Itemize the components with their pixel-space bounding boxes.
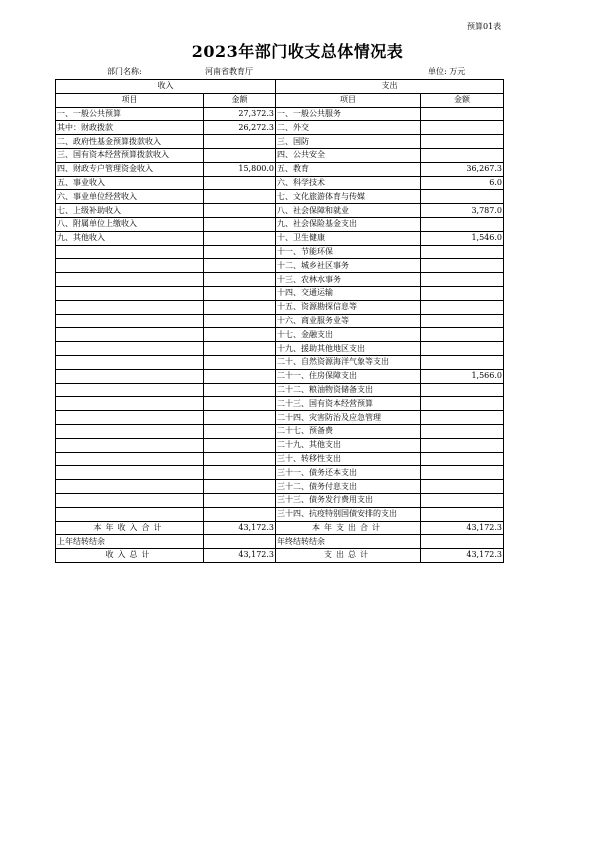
table-row bbox=[56, 135, 504, 149]
expense-item-cell: 十五、资源勘探信息等 bbox=[276, 300, 421, 314]
income-item-cell bbox=[56, 411, 204, 425]
table-row bbox=[56, 480, 504, 494]
expense-amount-cell bbox=[421, 135, 504, 149]
carry-in-value bbox=[204, 535, 276, 549]
expense-amount-cell bbox=[421, 314, 504, 328]
budget-table bbox=[55, 79, 504, 563]
expense-amount-cell bbox=[421, 493, 504, 507]
expense-item-cell: 九、社会保险基金支出 bbox=[276, 217, 421, 231]
table-row bbox=[56, 397, 504, 411]
expense-amount-cell bbox=[421, 286, 504, 300]
year-expense-total-value: 43,172.3 bbox=[421, 521, 504, 535]
expense-grand-total-value: 43,172.3 bbox=[421, 549, 504, 563]
expense-item-cell: 十一、节能环保 bbox=[276, 245, 421, 259]
expense-amount-cell bbox=[421, 411, 504, 425]
income-amount-cell bbox=[204, 424, 276, 438]
expense-item-cell: 三十一、债务还本支出 bbox=[276, 466, 421, 480]
income-grand-total-label: 收入总计 bbox=[56, 549, 204, 563]
income-amount-cell: 26,272.3 bbox=[204, 121, 276, 135]
income-amount-cell bbox=[204, 355, 276, 369]
table-row bbox=[56, 148, 504, 162]
income-item-cell bbox=[56, 245, 204, 259]
income-item-cell bbox=[56, 355, 204, 369]
income-grand-total-value: 43,172.3 bbox=[204, 549, 276, 563]
carry-out-value bbox=[421, 535, 504, 549]
unit-label: 单位: 万元 bbox=[428, 67, 466, 76]
table-row bbox=[56, 231, 504, 245]
expense-item-cell: 十四、交通运输 bbox=[276, 286, 421, 300]
income-item-cell: 六、事业单位经营收入 bbox=[56, 190, 204, 204]
expense-item-cell: 三十、转移性支出 bbox=[276, 452, 421, 466]
expense-amount-cell bbox=[421, 148, 504, 162]
income-amount-cell bbox=[204, 493, 276, 507]
expense-amount-cell: 6.0 bbox=[421, 176, 504, 190]
table-row bbox=[56, 383, 504, 397]
expense-item-cell: 二、外交 bbox=[276, 121, 421, 135]
income-item-cell bbox=[56, 466, 204, 480]
income-amount-cell bbox=[204, 314, 276, 328]
expense-item-cell: 四、公共安全 bbox=[276, 148, 421, 162]
income-item-cell: 九、其他收入 bbox=[56, 231, 204, 245]
income-amount-cell bbox=[204, 438, 276, 452]
income-item-cell bbox=[56, 438, 204, 452]
expense-amount-cell bbox=[421, 107, 504, 121]
expense-amount-cell bbox=[421, 300, 504, 314]
expense-amount-cell bbox=[421, 383, 504, 397]
expense-item-cell: 十三、农林水事务 bbox=[276, 273, 421, 287]
expense-header: 支出 bbox=[276, 80, 504, 94]
grand-total-row bbox=[56, 549, 504, 563]
expense-item-cell: 二十二、粮油物资储备支出 bbox=[276, 383, 421, 397]
income-amount-cell bbox=[204, 480, 276, 494]
table-row bbox=[56, 452, 504, 466]
expense-amount-cell: 1,566.0 bbox=[421, 369, 504, 383]
income-item-cell bbox=[56, 259, 204, 273]
expense-item-cell: 三十二、债务付息支出 bbox=[276, 480, 421, 494]
table-row bbox=[56, 438, 504, 452]
expense-item-cell: 六、科学技术 bbox=[276, 176, 421, 190]
income-item-cell bbox=[56, 493, 204, 507]
income-item-cell: 五、事业收入 bbox=[56, 176, 204, 190]
expense-amount-cell: 3,787.0 bbox=[421, 204, 504, 218]
income-amount-cell bbox=[204, 328, 276, 342]
expense-amount-cell bbox=[421, 217, 504, 231]
year-income-total-label: 本年收入合计 bbox=[56, 521, 204, 535]
income-amount-cell bbox=[204, 190, 276, 204]
table-row bbox=[56, 314, 504, 328]
table-row bbox=[56, 466, 504, 480]
income-item-cell bbox=[56, 424, 204, 438]
expense-item-cell: 十、卫生健康 bbox=[276, 231, 421, 245]
expense-item-cell: 二十、自然资源海洋气象等支出 bbox=[276, 355, 421, 369]
expense-item-header: 项目 bbox=[276, 93, 421, 107]
income-amount-cell bbox=[204, 369, 276, 383]
income-amount-cell bbox=[204, 245, 276, 259]
income-amount-cell bbox=[204, 383, 276, 397]
income-item-cell bbox=[56, 286, 204, 300]
expense-amount-cell bbox=[421, 438, 504, 452]
income-amount-header: 金额 bbox=[204, 93, 276, 107]
income-amount-cell bbox=[204, 204, 276, 218]
expense-item-cell: 五、教育 bbox=[276, 162, 421, 176]
income-item-cell: 二、政府性基金预算拨款收入 bbox=[56, 135, 204, 149]
income-item-cell bbox=[56, 300, 204, 314]
table-row bbox=[56, 176, 504, 190]
income-amount-cell bbox=[204, 411, 276, 425]
income-amount-cell bbox=[204, 148, 276, 162]
income-item-cell bbox=[56, 328, 204, 342]
income-item-cell: 其中：财政拨款 bbox=[56, 121, 204, 135]
table-row bbox=[56, 507, 504, 521]
income-item-cell: 三、国有资本经营预算拨款收入 bbox=[56, 148, 204, 162]
table-row bbox=[56, 342, 504, 356]
income-item-cell bbox=[56, 507, 204, 521]
expense-amount-cell bbox=[421, 452, 504, 466]
expense-item-cell: 二十一、住房保障支出 bbox=[276, 369, 421, 383]
income-amount-cell bbox=[204, 397, 276, 411]
table-row bbox=[56, 300, 504, 314]
income-amount-cell bbox=[204, 342, 276, 356]
table-row bbox=[56, 217, 504, 231]
expense-item-cell: 二十三、国有资本经营预算 bbox=[276, 397, 421, 411]
income-amount-cell bbox=[204, 135, 276, 149]
doc-number: 预算01表 bbox=[467, 22, 502, 31]
expense-amount-header: 金额 bbox=[421, 93, 504, 107]
table-row bbox=[56, 107, 504, 121]
expense-amount-cell bbox=[421, 397, 504, 411]
table-row bbox=[56, 245, 504, 259]
table-row bbox=[56, 190, 504, 204]
expense-item-cell: 八、社会保障和就业 bbox=[276, 204, 421, 218]
income-amount-cell bbox=[204, 217, 276, 231]
expense-amount-cell bbox=[421, 245, 504, 259]
income-item-cell: 一、一般公共预算 bbox=[56, 107, 204, 121]
expense-amount-cell bbox=[421, 273, 504, 287]
table-row bbox=[56, 204, 504, 218]
expense-item-cell: 二十四、灾害防治及应急管理 bbox=[276, 411, 421, 425]
expense-amount-cell: 36,267.3 bbox=[421, 162, 504, 176]
expense-amount-cell: 1,546.0 bbox=[421, 231, 504, 245]
income-item-cell bbox=[56, 452, 204, 466]
table-row bbox=[56, 411, 504, 425]
expense-item-cell: 十六、商业服务业等 bbox=[276, 314, 421, 328]
expense-item-cell: 三、国防 bbox=[276, 135, 421, 149]
table-row bbox=[56, 424, 504, 438]
income-item-cell bbox=[56, 383, 204, 397]
column-header-row bbox=[56, 93, 504, 107]
income-item-cell bbox=[56, 273, 204, 287]
expense-grand-total-label: 支出总计 bbox=[276, 549, 421, 563]
income-amount-cell bbox=[204, 300, 276, 314]
year-income-total-value: 43,172.3 bbox=[204, 521, 276, 535]
income-amount-cell bbox=[204, 286, 276, 300]
income-item-cell: 八、附属单位上缴收入 bbox=[56, 217, 204, 231]
table-row bbox=[56, 493, 504, 507]
income-item-cell bbox=[56, 369, 204, 383]
table-row bbox=[56, 273, 504, 287]
expense-amount-cell bbox=[421, 342, 504, 356]
income-item-cell: 七、上级补助收入 bbox=[56, 204, 204, 218]
expense-item-cell: 十二、城乡社区事务 bbox=[276, 259, 421, 273]
carry-out-label: 年终结转结余 bbox=[276, 535, 421, 549]
dept-label: 部门名称: bbox=[107, 67, 142, 76]
expense-item-cell: 一、一般公共服务 bbox=[276, 107, 421, 121]
expense-amount-cell bbox=[421, 190, 504, 204]
income-item-cell: 四、财政专户管理资金收入 bbox=[56, 162, 204, 176]
expense-item-cell: 二十九、其他支出 bbox=[276, 438, 421, 452]
expense-amount-cell bbox=[421, 355, 504, 369]
income-amount-cell bbox=[204, 507, 276, 521]
income-amount-cell bbox=[204, 466, 276, 480]
income-amount-cell bbox=[204, 176, 276, 190]
table-row bbox=[56, 369, 504, 383]
section-header-row bbox=[56, 80, 504, 94]
expense-item-cell: 十七、金融支出 bbox=[276, 328, 421, 342]
year-total-row bbox=[56, 521, 504, 535]
expense-amount-cell bbox=[421, 328, 504, 342]
table-row bbox=[56, 286, 504, 300]
dept-name: 河南省教育厅 bbox=[205, 67, 253, 76]
table-row bbox=[56, 355, 504, 369]
expense-amount-cell bbox=[421, 424, 504, 438]
income-amount-cell: 27,372.3 bbox=[204, 107, 276, 121]
income-amount-cell bbox=[204, 231, 276, 245]
expense-item-cell: 二十七、预备费 bbox=[276, 424, 421, 438]
year-expense-total-label: 本年支出合计 bbox=[276, 521, 421, 535]
expense-item-cell: 十九、援助其他地区支出 bbox=[276, 342, 421, 356]
table-row bbox=[56, 121, 504, 135]
expense-amount-cell bbox=[421, 466, 504, 480]
income-item-cell bbox=[56, 397, 204, 411]
income-amount-cell bbox=[204, 273, 276, 287]
income-amount-cell: 15,800.0 bbox=[204, 162, 276, 176]
expense-amount-cell bbox=[421, 507, 504, 521]
expense-amount-cell bbox=[421, 480, 504, 494]
income-header: 收入 bbox=[56, 80, 276, 94]
expense-item-cell: 三十三、债务发行费用支出 bbox=[276, 493, 421, 507]
carry-in-label: 上年结转结余 bbox=[56, 535, 204, 549]
income-item-header: 项目 bbox=[56, 93, 204, 107]
expense-item-cell: 三十四、抗疫特别国债安排的支出 bbox=[276, 507, 421, 521]
income-amount-cell bbox=[204, 452, 276, 466]
page-title: 2023年部门收支总体情况表 bbox=[191, 42, 404, 61]
expense-amount-cell bbox=[421, 259, 504, 273]
income-item-cell bbox=[56, 480, 204, 494]
expense-item-cell: 七、文化旅游体育与传媒 bbox=[276, 190, 421, 204]
table-row bbox=[56, 259, 504, 273]
table-row bbox=[56, 162, 504, 176]
carry-over-row bbox=[56, 535, 504, 549]
income-amount-cell bbox=[204, 259, 276, 273]
expense-amount-cell bbox=[421, 121, 504, 135]
income-item-cell bbox=[56, 314, 204, 328]
income-item-cell bbox=[56, 342, 204, 356]
table-row bbox=[56, 328, 504, 342]
